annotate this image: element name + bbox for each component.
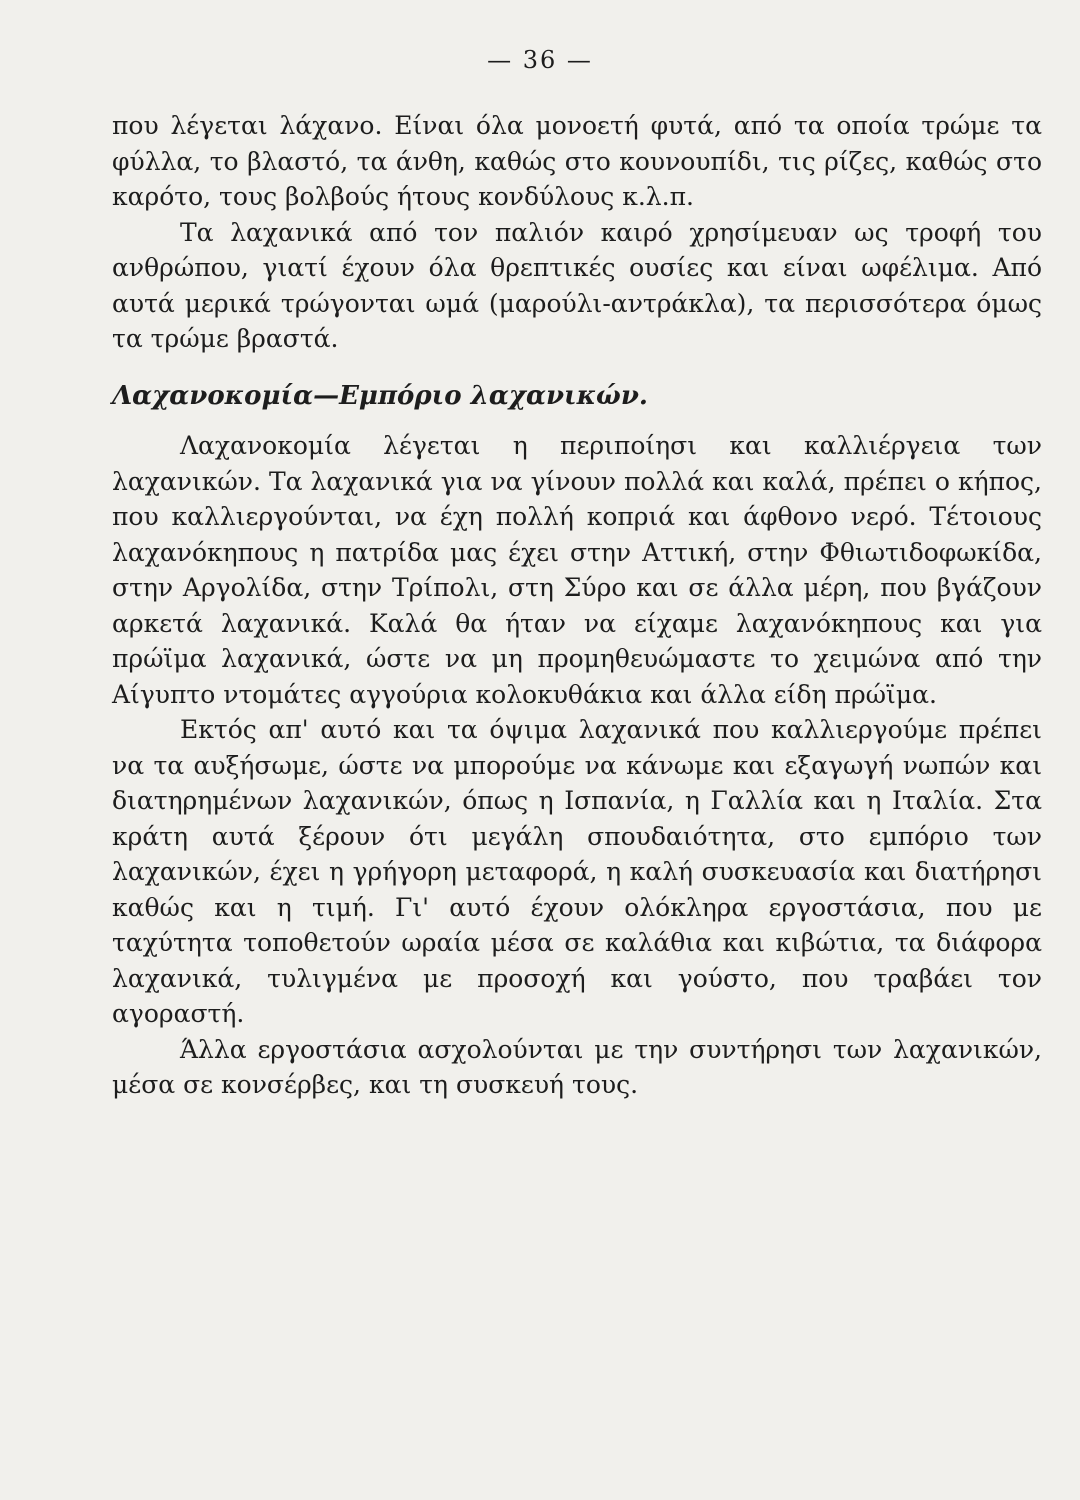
- paragraph-4: Εκτός απ' αυτό και τα όψιμα λαχανικά που καλλιεργούμε πρέπει να τα αυξήσωμε, ώστε να μπορούμε να κάνωμε και εξαγωγή νωπών και διατηρημένων λαχανικών, όπως η Ισπανία, η Γαλλία και η Ιταλία. Στα κράτη αυτά ξέρουν ότι μεγάλη σπουδαιότητα, στο εμπόριο των λαχανικών, έχει η γρήγορη μεταφορά, η καλή συσκευασία και διατήρησι καθώς και η τιμή. Γι' αυτό έχουν ολόκληρα εργοστάσια, που με ταχύτητα τοποθετούν ωραία μέσα σε καλάθια και κιβώτια, τα διάφορα λαχανικά, τυλιγμένα με προσοχή και γούστο, που τραβάει τον αγοραστή.: [112, 715, 1042, 1028]
- paragraph-3: Λαχανοκομία λέγεται η περιποίησι και καλλιέργεια των λαχανικών. Τα λαχανικά για να γίνουν πολλά και καλά, πρέπει ο κήπος, που καλλιεργούνται, να έχη πολλή κοπριά και άφθονο νερό. Τέτοιους λαχανόκηπους η πατρίδα μας έχει στην Αττική, στην Φθιωτιδοφωκίδα, στην Αργολίδα, στην Τρίπολι, στη Σύρο και σε άλλα μέρη, που βγάζουν αρκετά λαχανικά. Καλά θα ήταν να είχαμε λαχανόκηπους και για πρώϊμα λαχανικά, ώστε να μη προμηθευώμαστε το χειμώνα από την Αίγυπτο ντομάτες αγγούρια κολοκυθάκια και άλλα είδη πρώϊμα.: [112, 431, 1042, 709]
- paragraph-5: Άλλα εργοστάσια ασχολούνται με την συντήρησι των λαχανικών, μέσα σε κονσέρβες, και τη συσκευή τους.: [112, 1034, 1042, 1099]
- paragraph-1: που λέγεται λάχανο. Είναι όλα μονοετή φυτά, από τα οποία τρώμε τα φύλλα, το βλαστό, τα άνθη, καθώς στο κουνουπίδι, τις ρίζες, καθώς στο καρότο, τους βολβούς ήτους κονδύλους κ.λ.π.: [112, 111, 1042, 211]
- page-number: — 36 —: [487, 46, 593, 74]
- body-text: [112, 108, 1042, 1103]
- section-heading: Λαχανοκομία—Εμπόριο λαχανικών.: [112, 380, 648, 411]
- paragraph-2: Τα λαχανικά από τον παλιόν καιρό χρησίμευαν ως τροφή του ανθρώπου, γιατί έχουν όλα θρεπτικές ουσίες και είναι ωφέλιμα. Από αυτά μερικά τρώγονται ωμά (μαρούλι-αντράκλα), τα περισσότερα όμως τα τρώμε βραστά.: [112, 217, 1042, 353]
